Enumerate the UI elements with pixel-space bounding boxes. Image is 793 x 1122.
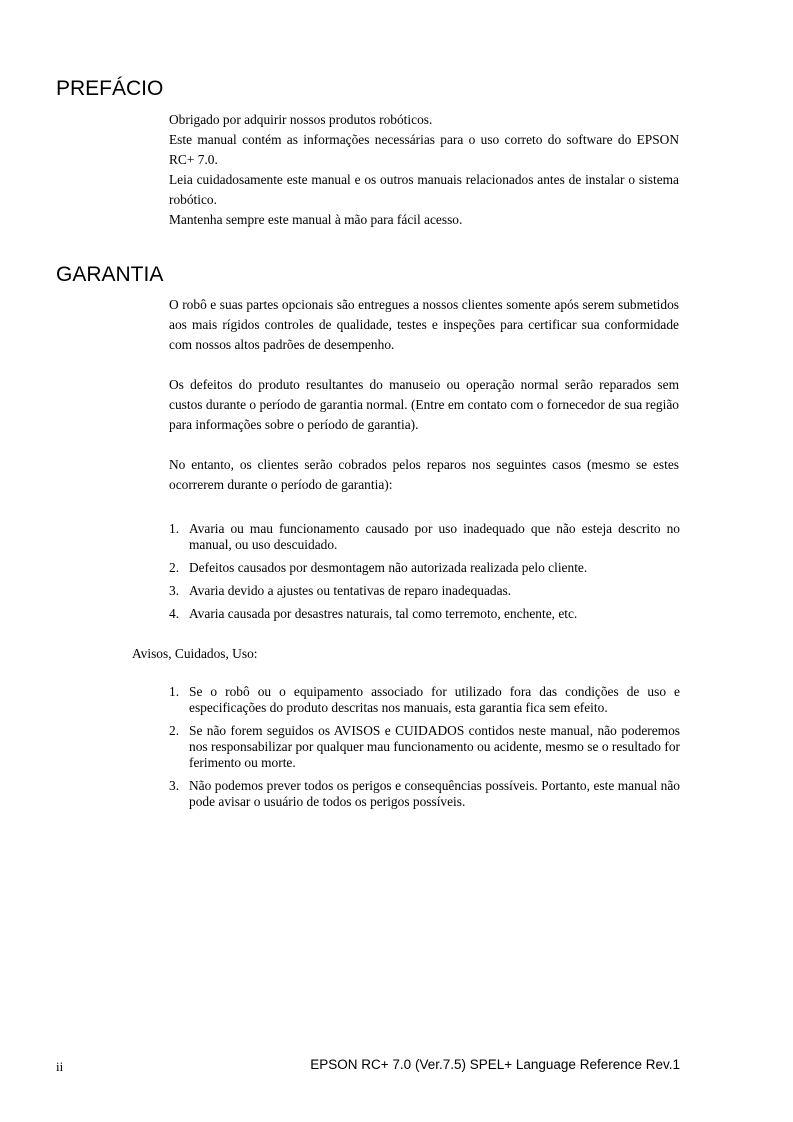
avisos-label: Avisos, Cuidados, Uso:	[132, 646, 258, 661]
list-number: 3.	[169, 778, 180, 793]
list-text: Não podemos prever todos os perigos e consequências possíveis. Portanto, este manual não pode avisar o usuário de todos os perigos possíveis.	[189, 778, 680, 809]
list-number: 3.	[169, 583, 180, 598]
prefacio-paragraph: Mantenha sempre este manual à mão para fácil acesso.	[169, 212, 463, 227]
list-item	[169, 723, 680, 771]
prefacio-paragraph: Este manual contém as informações necessárias para o uso correto do software do EPSON RC+ 7.0.	[169, 132, 679, 167]
list-item	[169, 606, 680, 622]
list-number: 1.	[169, 684, 180, 699]
garantia-paragraph: Os defeitos do produto resultantes do manuseio ou operação normal serão reparados sem custos durante o período de garantia normal. (Entre em contato com o fornecedor de sua região para informações sobre o período de garantia).	[169, 377, 679, 432]
list-item	[169, 521, 680, 553]
footer-title: EPSON RC+ 7.0 (Ver.7.5) SPEL+ Language Reference Rev.1	[310, 1057, 680, 1072]
section-title-prefacio: PREFÁCIO	[56, 77, 164, 100]
list-text: Avaria causada por desastres naturais, tal como terremoto, enchente, etc.	[189, 606, 578, 621]
list-text: Se o robô ou o equipamento associado for utilizado fora das condições de uso e especificações do produto descritas nos manuais, esta garantia fica sem efeito.	[189, 684, 680, 715]
list-item	[169, 583, 680, 599]
prefacio-body	[169, 110, 679, 230]
garantia-paragraph-3	[169, 455, 679, 495]
list-item	[169, 684, 680, 716]
list-number: 2.	[169, 723, 180, 738]
list-text: Avaria devido a ajustes ou tentativas de reparo inadequadas.	[189, 583, 512, 598]
prefacio-paragraph: Obrigado por adquirir nossos produtos robóticos.	[169, 112, 433, 127]
prefacio-paragraph: Leia cuidadosamente este manual e os outros manuais relacionados antes de instalar o sistema robótico.	[169, 172, 679, 207]
list-text: Avaria ou mau funcionamento causado por uso inadequado que não esteja descrito no manual, ou uso descuidado.	[189, 521, 680, 552]
garantia-paragraph-1	[169, 295, 679, 355]
section-title-garantia: GARANTIA	[56, 263, 164, 286]
list-text: Se não forem seguidos os AVISOS e CUIDADOS contidos neste manual, não poderemos nos responsabilizar por qualquer mau funcionamento ou acidente, mesmo se o resultado for ferimento ou morte.	[189, 723, 680, 770]
garantia-paragraph-2	[169, 375, 679, 435]
list-text: Defeitos causados por desmontagem não autorizada realizada pelo cliente.	[189, 560, 588, 575]
list-number: 1.	[169, 521, 180, 536]
list-number: 4.	[169, 606, 180, 621]
list-item	[169, 560, 680, 576]
list-number: 2.	[169, 560, 180, 575]
garantia-paragraph: No entanto, os clientes serão cobrados pelos reparos nos seguintes casos (mesmo se estes ocorrerem durante o período de garantia):	[169, 457, 679, 492]
garantia-paragraph: O robô e suas partes opcionais são entregues a nossos clientes somente após serem submetidos aos mais rígidos controles de qualidade, testes e inspeções para certificar sua conformidade com nossos altos padrões de desempenho.	[169, 297, 679, 352]
avisos-list	[169, 684, 680, 810]
footer-page-number: ii	[56, 1059, 64, 1074]
repair-cases-list	[169, 521, 680, 622]
list-item	[169, 778, 680, 810]
